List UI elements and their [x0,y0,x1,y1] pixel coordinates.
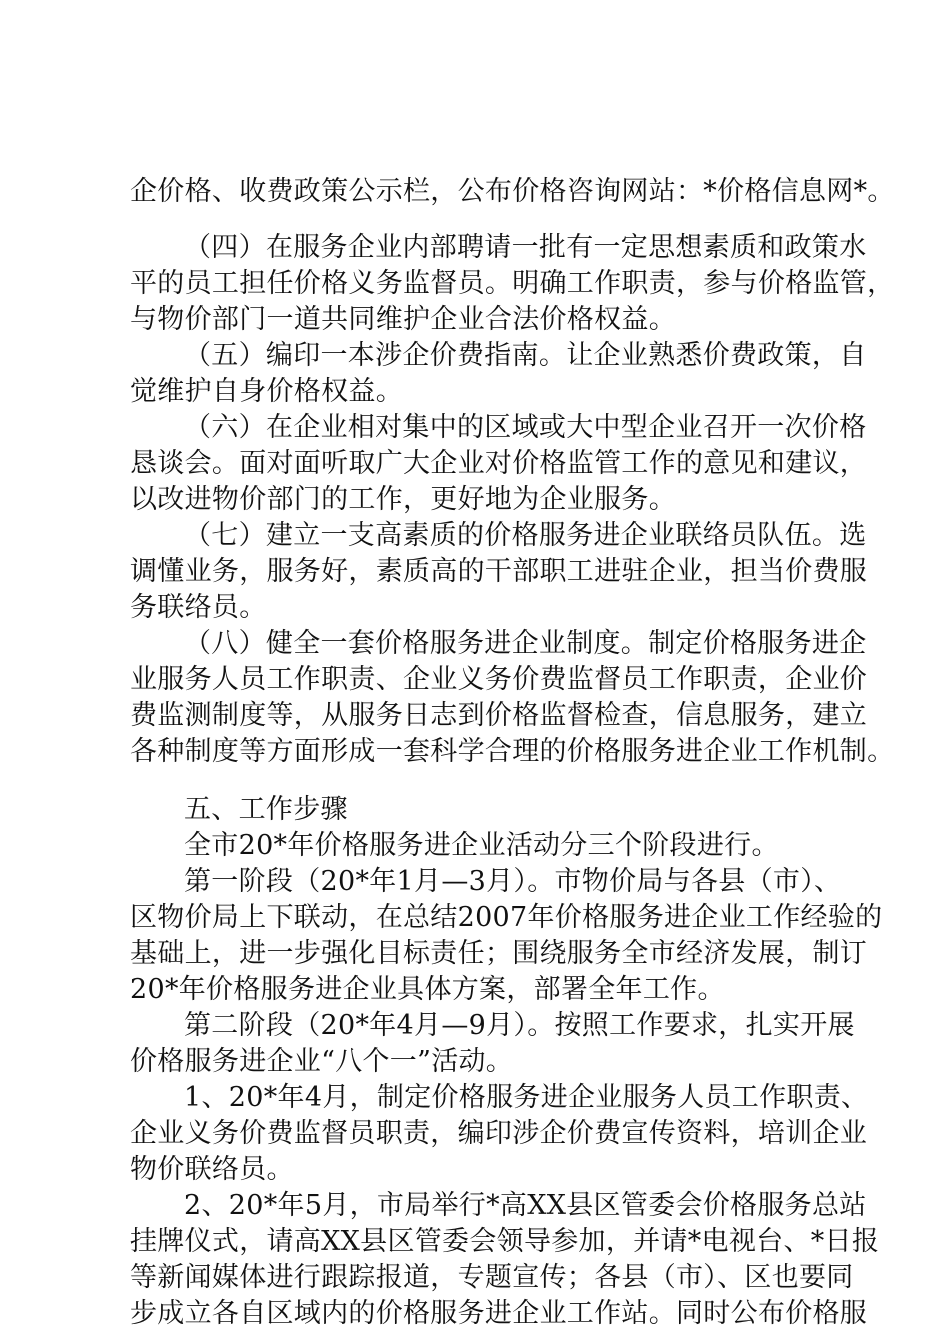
text-line: 企价格、收费政策公示栏，公布价格咨询网站：*价格信息网*。 [130,176,895,207]
text-line: 平的员工担任价格义务监督员。明确工作职责，参与价格监管， [130,268,895,299]
text-line: 业服务人员工作职责、企业义务价费监督员工作职责，企业价 [130,664,868,695]
text-line: 恳谈会。面对面听取广大企业对价格监管工作的意见和建议， [130,448,868,479]
text-line: 1、20*年4月，制定价格服务进企业服务人员工作职责、 [184,1082,869,1113]
text-line: 费监测制度等，从服务日志到价格监督检查，信息服务，建立 [130,700,868,731]
text-line: 企业义务价费监督员职责，编印涉企价费宣传资料，培训企业 [130,1118,868,1149]
text-line: 挂牌仪式，请高XX县区管委会领导参加，并请*电视台、*日报 [130,1226,880,1257]
text-line: 2、20*年5月，市局举行*高XX县区管委会价格服务总站 [184,1190,867,1221]
text-line: 等新闻媒体进行跟踪报道，专题宣传；各县（市）、区也要同 [130,1262,854,1293]
text-line: （四）在服务企业内部聘请一批有一定思想素质和政策水 [184,232,867,263]
text-line: 以改进物价部门的工作，更好地为企业服务。 [130,484,676,515]
text-line: 步成立各自区域内的价格服务进企业工作站。同时公布价格服 [130,1298,868,1329]
text-line: 全市20*年价格服务进企业活动分三个阶段进行。 [184,830,779,861]
text-line: 物价联络员。 [130,1154,294,1185]
text-line: 20*年价格服务进企业具体方案，部署全年工作。 [130,974,725,1005]
text-line: 调懂业务，服务好，素质高的干部职工进驻企业，担当价费服 [130,556,868,587]
text-line: 第一阶段（20*年1月—3月）。市物价局与各县（市）、 [184,866,842,897]
text-line: 各种制度等方面形成一套科学合理的价格服务进企业工作机制。 [130,736,895,767]
text-line: 区物价局上下联动，在总结2007年价格服务进企业工作经验的 [130,902,883,933]
text-line: 与物价部门一道共同维护企业合法价格权益。 [130,304,676,335]
text-line: （六）在企业相对集中的区域或大中型企业召开一次价格 [184,412,867,443]
text-line: 觉维护自身价格权益。 [130,376,403,407]
text-line: （七）建立一支高素质的价格服务进企业联络员队伍。选 [184,520,867,551]
text-line: （八）健全一套价格服务进企业制度。制定价格服务进企 [184,628,867,659]
text-line: 价格服务进企业“八个一”活动。 [130,1046,514,1077]
text-line: （五）编印一本涉企价费指南。让企业熟悉价费政策，自 [184,340,867,371]
section-heading: 五、工作步骤 [184,794,348,825]
text-line: 第二阶段（20*年4月—9月）。按照工作要求，扎实开展 [184,1010,855,1041]
text-line: 基础上，进一步强化目标责任；围绕服务全市经济发展，制订 [130,938,868,969]
text-line: 务联络员。 [130,592,267,623]
